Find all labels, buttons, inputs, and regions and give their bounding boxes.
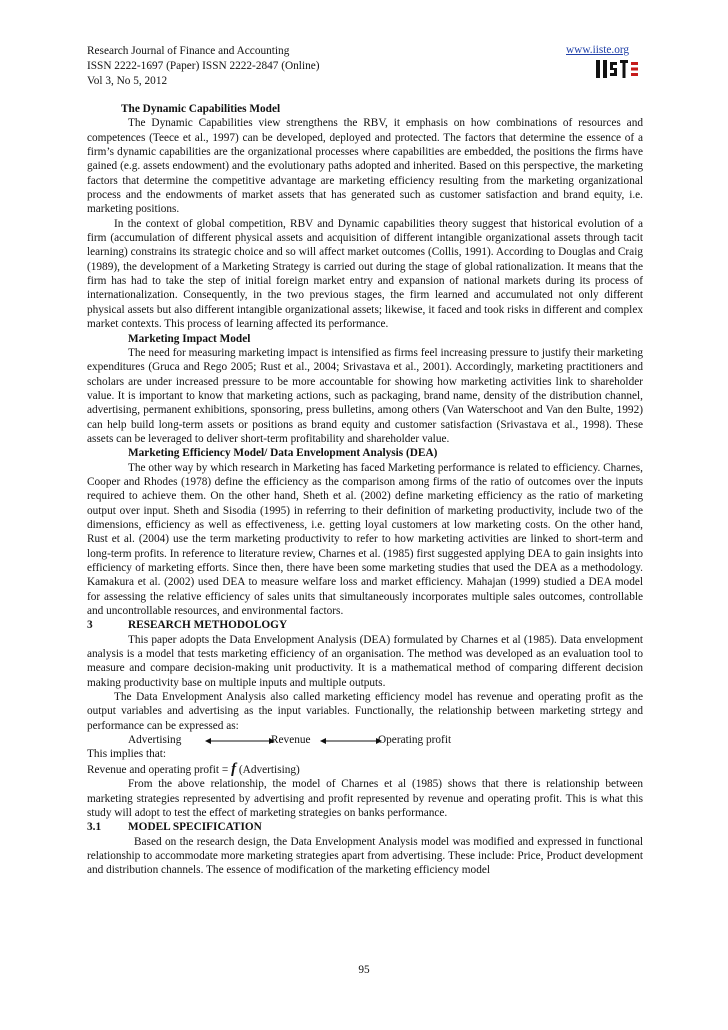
- equation-line: [87, 762, 643, 777]
- section-heading-model-specification: [87, 820, 643, 834]
- paragraph-rm-2: The Data Envelopment Analysis also called marketing efficiency model has revenue and operating profit as the output variables and advertising as the input variables. Functionally, the relationship between marketing strtegy and performance can be expressed as:: [87, 691, 643, 732]
- paragraph-rm-1: This paper adopts the Data Envelopment Analysis (DEA) formulated by Charnes et al (1985). Data envelopment analysis is a model that tests marketing efficiency of an organisation. The method was developed as an evaluation tool to measure and compare decision-making unit productivity. It is a mathematical method of comparing different decision making productivity base on multiple inputs and multiple outputs.: [87, 633, 643, 689]
- section-title: RESEARCH METHODOLOGY: [128, 619, 288, 632]
- issn-line: ISSN 2222-1697 (Paper) ISSN 2222-2847 (Online): [87, 60, 320, 72]
- expr-advertising: Advertising: [128, 734, 182, 747]
- section-number: 3: [87, 619, 93, 632]
- paragraph-dcm-2: In the context of global competition, RBV and Dynamic capabilities theory suggest that historical evolution of a firm (accumulation of different physical assets and acquisition of different intangible organizational assets through tacit learning) constrains its strategic choice and so will affect market outcomes (Collis, 1991). According to Douglas and Craig (1989), the development of a Marketing Strategy is carried out during the stage of global rationalization. It means that the firm has had to take the step of initial foreign market entry and expansion of national markets during its process of internationalization. Consequently, in the two previous stages, the firm learned and accumulated not only different physical assets but also different intangible organizational assets; likewise, it faced and took risks in different and complex market contexts. This process of learning affected its performance.: [87, 217, 643, 331]
- volume-line: Vol 3, No 5, 2012: [87, 75, 168, 87]
- section-title: MODEL SPECIFICATION: [128, 821, 262, 834]
- expr-operating-profit: Operating profit: [378, 734, 452, 747]
- double-arrow-icon: [320, 737, 382, 745]
- article-body: [87, 102, 643, 878]
- heading-marketing-efficiency: Marketing Efficiency Model/ Data Envelopment Analysis (DEA): [128, 447, 438, 460]
- equation-lhs: Revenue and operating profit =: [87, 763, 229, 776]
- heading-marketing-impact: Marketing Impact Model: [128, 332, 251, 345]
- journal-url-link[interactable]: www.iiste.org: [566, 44, 630, 56]
- expr-revenue: Revenue: [271, 734, 311, 747]
- relationship-expression: [87, 733, 643, 747]
- paragraph-dcm-1: The Dynamic Capabilities view strengthens the RBV, it emphasis on how combinations of resources and competences (Teece et al., 1997) can be developed, deployed and protected. The factors that determine the essence of a firm’s dynamic capabilities are the organizational processes where capabilities are embedded, the positions the firms have gained (e.g. assets endowment) and the evolutionary paths adopted and inherited. Based on this perspective, the marketing factors that determine the competitive advantage are marketing efficiency resulting from the marketing organizational process and the endowments of market assets that has generated such as customer satisfaction and brand equity, i.e. marketing positions.: [87, 117, 643, 216]
- section-heading-research-methodology: [87, 618, 643, 632]
- double-arrow-icon: [205, 737, 275, 745]
- heading-dynamic-capabilities: The Dynamic Capabilities Model: [121, 103, 281, 115]
- paragraph-mim-1: The need for measuring marketing impact is intensified as firms feel increasing pressure to justify their marketing expenditures (Gruca and Rego 2005; Rust et al., 2004; Srivastava et al., 2001). Accordingly, marketing practitioners and scholars are under increased pressure to be more accountable for showing how marketing activities link to shareholder value. It is important to know that marketing actions, such as packaging, brand name, density of the distribution channel, advertising, permanent exhibitions, sponsoring, press bulletins, among others (Van Waterschoot and Van den Bulte, 1992) can help build long-term assets or positions as brand equity and customer satisfaction (Srivastava et al., 1998). These assets can be leveraged to deliver short-term profitability and shareholder value.: [87, 346, 643, 445]
- paragraph-rm-3: From the above relationship, the model of Charnes et al (1985) shows that there is relationship between marketing strategies represented by advertising and profit represented by revenue and operating profit. This is what this study will adopt to test the effect of marketing strategies on banks performance.: [87, 778, 643, 819]
- paragraph-mem-1: The other way by which research in Marketing has faced Marketing performance is related to efficiency. Charnes, Cooper and Rhodes (1978) define the efficiency as the comparison among firms of the ratio of outcomes over the inputs required to achieve them. On the other hand, Sheth et al. (2002) define marketing efficiency as the ratio of marketing output over input. Sheth and Sisodia (1995) in referring to their definition of marketing productivity, include two of the dimensions, efficiency as well as effectiveness, i.e. getting loyal customers at low marketing costs. On the other hand, Rust et al. (2004) use the term marketing productivity to refer to how marketing activities are linked to short-term and long-term profits. In reference to literature review, Charnes et al. (1985) first suggested applying DEA to gain insights into efficiency of marketing efforts. Since then, there have been some marketing studies that used the DEA as a methodology. Kamakura et al. (2002) used DEA to measure welfare loss and market efficiency. Mahajan (1999) studied a DEA model for assessing the relative efficiency of sales units that simultaneously incorporates multiple sales outcomes, controllable and uncontrollable resources, and environmental factors.: [87, 461, 643, 618]
- section-number: 3.1: [87, 821, 102, 834]
- implies-line: This implies that:: [87, 748, 167, 761]
- function-symbol: f: [231, 760, 237, 777]
- paragraph-ms-1: Based on the research design, the Data Envelopment Analysis model was modified and expressed in functional relationship to accommodate more marketing strategies apart from advertising. These include: Price, Product development and distribution channels. The essence of modification of the marketing efficiency model: [87, 835, 643, 877]
- journal-title: Research Journal of Finance and Accounting: [87, 45, 290, 57]
- equation-rhs: (Advertising): [238, 763, 300, 776]
- iiste-logo: [594, 58, 640, 80]
- page-number: 95: [358, 964, 370, 976]
